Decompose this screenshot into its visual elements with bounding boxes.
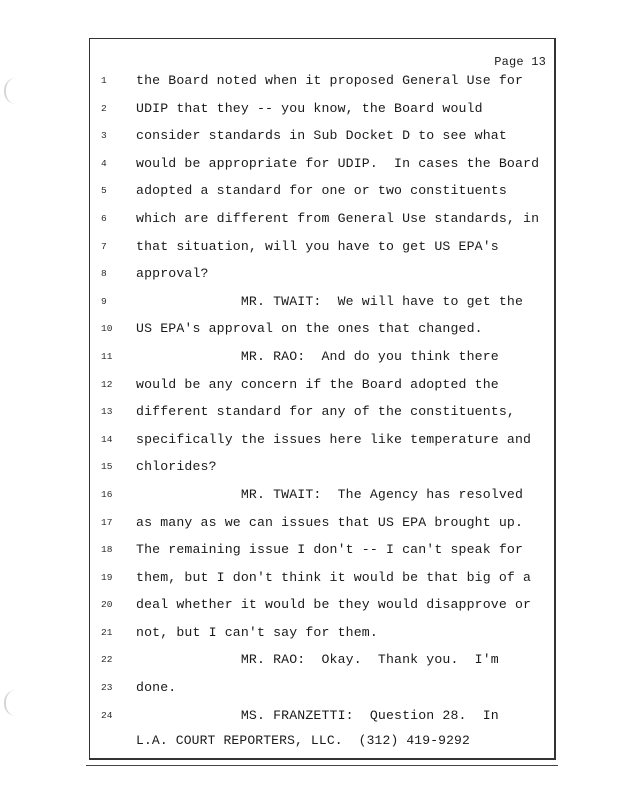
transcript-line [90, 569, 554, 600]
transcript-line [90, 185, 554, 213]
transcript-line [90, 348, 554, 379]
transcript-line [90, 323, 554, 351]
line-text: that situation, will you have to get US EPA's [136, 238, 499, 254]
line-number: 18 [101, 544, 113, 556]
line-number: 6 [101, 212, 107, 224]
line-number: 7 [101, 240, 107, 252]
transcript-line [90, 293, 554, 324]
line-text: different standard for any of the constituents, [136, 404, 515, 420]
punch-hole-mark-top [4, 78, 24, 104]
line-number: 3 [101, 130, 107, 142]
page-number: Page 13 [494, 55, 546, 69]
line-text: would be appropriate for UDIP. In cases the Board [136, 155, 540, 171]
line-number: 24 [101, 709, 113, 721]
line-text: specifically the issues here like temperature and [136, 431, 532, 447]
line-number: 12 [101, 378, 113, 390]
line-number: 15 [101, 461, 113, 473]
transcript-line [90, 238, 554, 269]
line-text: MR. RAO: Okay. Thank you. I'm [136, 652, 499, 668]
bottom-rule [86, 765, 558, 766]
line-number: 22 [101, 654, 113, 666]
reporter-footer: L.A. COURT REPORTERS, LLC. (312) 419-9292 [136, 733, 470, 748]
line-number: 5 [101, 185, 107, 197]
line-text: deal whether it would be they would disapprove or [136, 597, 532, 613]
transcript-line [90, 100, 554, 131]
transcript-line [90, 376, 554, 407]
line-number: 13 [101, 406, 113, 418]
line-text: US EPA's approval on the ones that changed. [136, 321, 483, 337]
transcript-line [90, 406, 554, 434]
transcript-line [90, 130, 554, 158]
line-text: not, but I can't say for them. [136, 624, 378, 640]
transcript-line [90, 544, 554, 572]
line-number: 11 [101, 350, 113, 362]
line-number: 19 [101, 571, 113, 583]
line-number: 10 [101, 323, 113, 335]
line-number: 9 [101, 295, 107, 307]
line-number: 16 [101, 488, 113, 500]
line-text: them, but I don't think it would be that big of a [136, 569, 532, 585]
transcript-line [90, 682, 554, 710]
transcript-line [90, 461, 554, 489]
transcript-line [90, 654, 554, 682]
line-text: done. [136, 680, 177, 696]
line-text: MS. FRANZETTI: Question 28. In [136, 707, 499, 723]
line-number: 21 [101, 626, 113, 638]
line-text: UDIP that they -- you know, the Board would [136, 100, 483, 116]
line-number: 20 [101, 599, 113, 611]
line-number: 14 [101, 433, 113, 445]
transcript-line [90, 210, 554, 241]
line-text: approval? [136, 266, 209, 282]
punch-hole-mark-bottom [4, 690, 24, 716]
transcript-line [90, 155, 554, 186]
transcript-line [90, 624, 554, 655]
line-text: would be any concern if the Board adopted the [136, 376, 499, 392]
transcript-line [90, 431, 554, 462]
line-text: chlorides? [136, 459, 217, 475]
transcript-line [90, 268, 554, 296]
transcript-page [89, 38, 556, 760]
line-number: 1 [101, 75, 107, 86]
line-text: adopted a standard for one or two constituents [136, 183, 507, 199]
line-number: 2 [101, 102, 107, 114]
transcript-line [90, 599, 554, 627]
line-number: 17 [101, 516, 113, 528]
transcript-line [90, 75, 554, 103]
line-number: 23 [101, 682, 113, 694]
line-text: as many as we can issues that US EPA brought up. [136, 514, 524, 530]
transcript-line [90, 514, 554, 545]
transcript-line [90, 486, 554, 517]
line-number: 8 [101, 268, 107, 280]
line-text: MR. TWAIT: We will have to get the [136, 293, 524, 309]
line-text: MR. TWAIT: The Agency has resolved [136, 486, 524, 502]
transcript-lines [90, 75, 554, 737]
line-text: The remaining issue I don't -- I can't speak for [136, 542, 524, 558]
line-text: MR. RAO: And do you think there [136, 348, 499, 364]
line-text: which are different from General Use standards, in [136, 210, 540, 226]
line-text: consider standards in Sub Docket D to see what [136, 128, 507, 144]
line-number: 4 [101, 157, 107, 169]
line-text: the Board noted when it proposed General Use for [136, 73, 524, 88]
